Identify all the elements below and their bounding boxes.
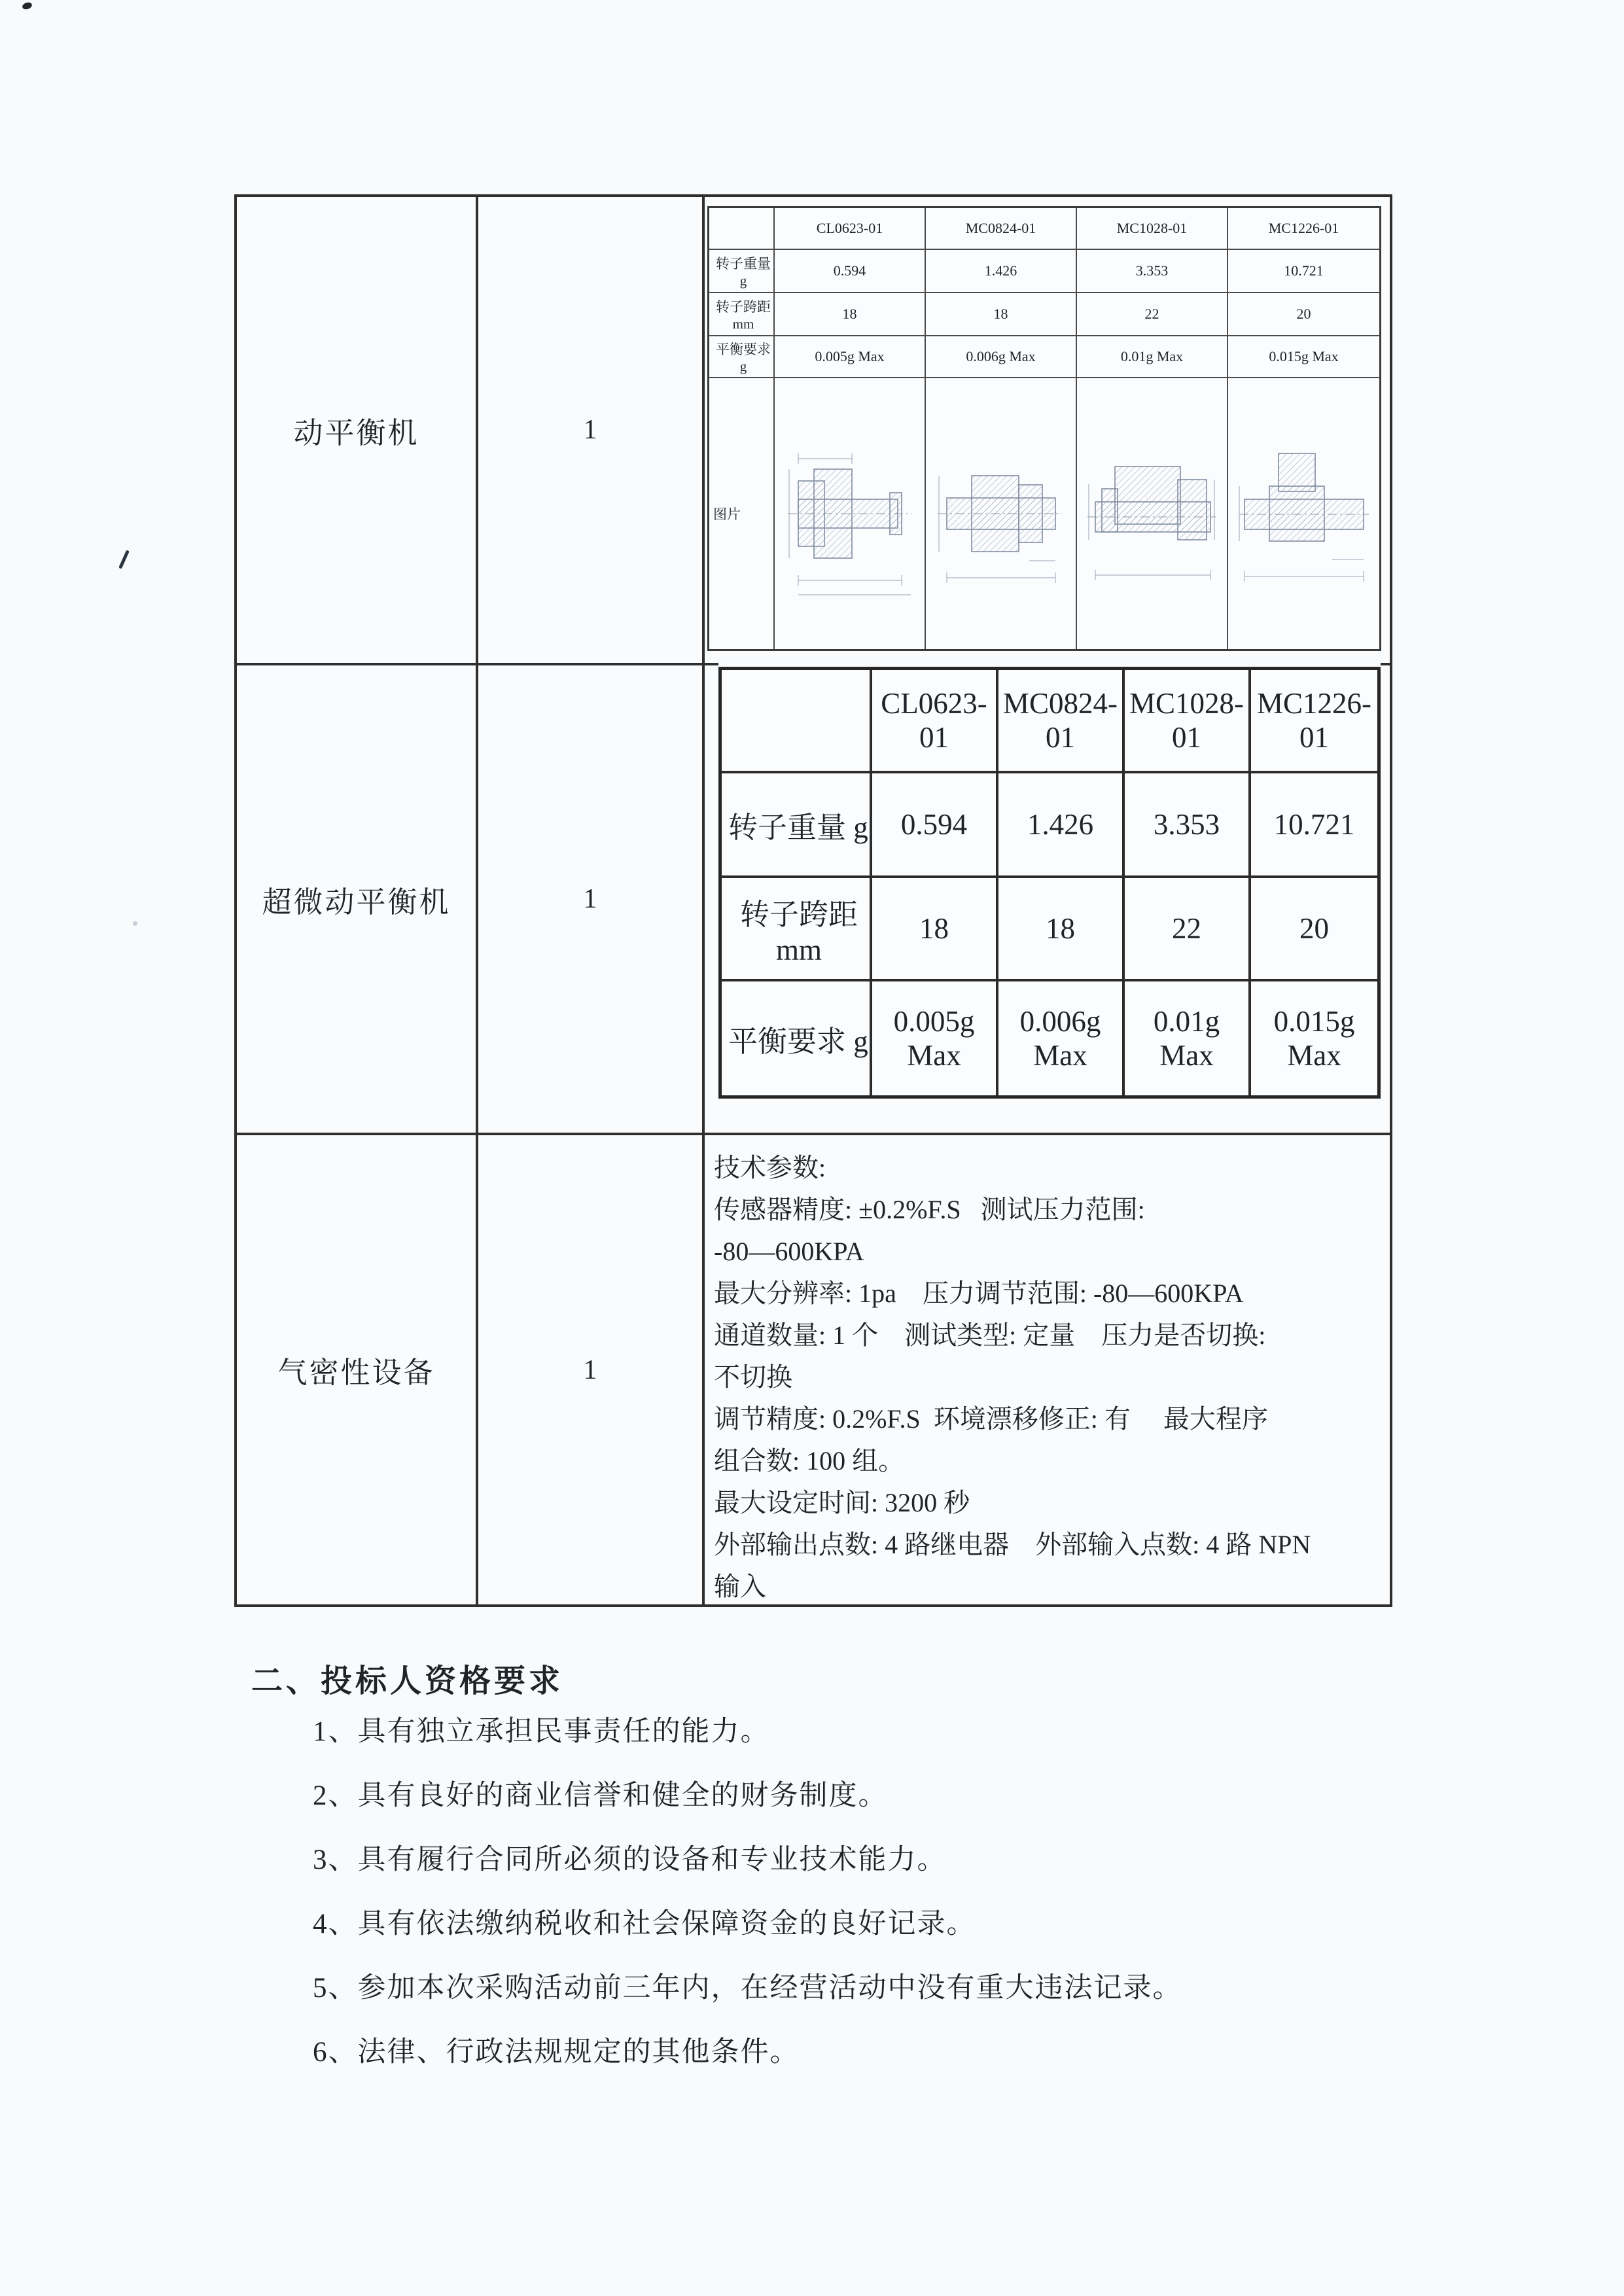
equipment-spec-cell <box>705 197 1390 663</box>
tech-line: 输入 <box>714 1572 766 1601</box>
equipment-name-cell: 气密性设备 <box>237 1135 478 1604</box>
spec-row-label: 转子重量 g <box>722 773 872 878</box>
equipment-name-cell: 动平衡机 <box>237 197 478 663</box>
spec-value: 3.353 <box>1077 250 1228 293</box>
image-row-label: 图片 <box>709 378 775 649</box>
spec-value: 1.426 <box>926 250 1077 293</box>
spec-value: 0.005g Max <box>775 336 926 378</box>
spec-value: 0.005g Max <box>872 981 998 1095</box>
spec-model-header: MC0824-01 <box>998 670 1125 773</box>
equipment-name-cell: 超微动平衡机 <box>237 665 478 1133</box>
spec-value: 10.721 <box>1251 773 1377 878</box>
tech-line: -80—600KPA <box>714 1237 864 1266</box>
spec-value: 0.015g Max <box>1273 1005 1355 1072</box>
qualification-item: 6、法律、行政法规规定的其他条件。 <box>313 2037 800 2068</box>
spec-value: 18 <box>998 878 1125 981</box>
rotor-drawing-cell <box>775 378 926 649</box>
qualification-item: 5、参加本次采购活动前三年内，在经营活动中没有重大违法记录。 <box>313 1973 1182 2004</box>
tech-line: 调节精度: 0.2%F.S 环境漂移修正: 有 最大程序 <box>714 1404 1268 1434</box>
spec-corner-cell <box>722 670 872 773</box>
spec-model-header: CL0623-01 <box>872 670 998 773</box>
spec-model-header: MC1226-01 <box>1251 670 1377 773</box>
spec-value: 22 <box>1125 878 1251 981</box>
rotor-drawing-cell <box>926 378 1077 649</box>
spec-row-label: 平衡要求g <box>709 336 775 378</box>
spec-model-header: MC1028-01 <box>1077 208 1228 250</box>
spec-value: 0.594 <box>775 250 926 293</box>
tech-line: 不切换 <box>714 1362 792 1392</box>
spec-model-header: MC1226-01 <box>1228 208 1379 250</box>
spec-model-header: CL0623-01 <box>775 208 926 250</box>
spec-value: 20 <box>1228 293 1379 336</box>
pen-check-mark <box>118 550 130 569</box>
qualification-list <box>313 1717 1182 2102</box>
tech-line: 最大设定时间: 3200 秒 <box>714 1488 970 1517</box>
spec-model-header: MC1028-01 <box>1125 670 1251 773</box>
rotor-drawing <box>780 415 920 612</box>
rotor-drawing-cell <box>1077 378 1228 649</box>
spec-value: 1.426 <box>998 773 1125 878</box>
spec-value: 0.006g Max <box>998 981 1125 1095</box>
spec-row-label: 转子跨距mm <box>709 293 775 336</box>
scan-speck-mark <box>22 1 33 10</box>
tech-params <box>714 1147 1385 1608</box>
equipment-row-dynamic-balancer <box>237 197 1390 665</box>
tech-line: 组合数: 100 组。 <box>714 1446 905 1475</box>
rotor-drawing <box>1234 415 1374 612</box>
equipment-qty-cell: 1 <box>478 197 705 663</box>
spec-row-label: 平衡要求 g <box>722 981 872 1095</box>
spec-value: 0.01g Max <box>1077 336 1228 378</box>
tech-line: 最大分辨率: 1pa 压力调节范围: -80—600KPA <box>714 1279 1244 1308</box>
spec-value: 20 <box>1251 878 1377 981</box>
spec-value: 18 <box>926 293 1077 336</box>
equipment-spec-cell <box>705 1135 1390 1604</box>
qualification-heading: 二、投标人资格要求 <box>251 1664 564 1699</box>
spec-value: 3.353 <box>1125 773 1251 878</box>
equipment-table <box>234 194 1392 1607</box>
spec-value: 10.721 <box>1228 250 1379 293</box>
qualification-item: 2、具有良好的商业信誉和健全的财务制度。 <box>313 1780 888 1811</box>
rotor-drawing <box>931 415 1071 612</box>
equipment-row-airtightness <box>237 1135 1390 1604</box>
spec-row-label: 转子跨距mm <box>722 878 872 981</box>
spec-value: 22 <box>1077 293 1228 336</box>
tech-line: 技术参数: <box>714 1153 826 1182</box>
qualification-item: 1、具有独立承担民事责任的能力。 <box>313 1716 770 1747</box>
spec-row-label: 转子重量g <box>709 250 775 293</box>
spec-value: 0.01g Max <box>1125 981 1251 1095</box>
tech-line: 通道数量: 1 个 测试类型: 定量 压力是否切换: <box>714 1320 1266 1350</box>
qualification-item: 4、具有依法缴纳税收和社会保障资金的良好记录。 <box>313 1909 976 1939</box>
tech-line: 外部输出点数: 4 路继电器 外部输入点数: 4 路 NPN <box>714 1530 1311 1559</box>
spec-value: 0.006g Max <box>926 336 1077 378</box>
spec-model-header: MC0824-01 <box>926 208 1077 250</box>
scan-dot-artifact <box>133 921 137 926</box>
equipment-qty-cell: 1 <box>478 665 705 1133</box>
spec-value: 0.594 <box>872 773 998 878</box>
spec-value: 18 <box>872 878 998 981</box>
equipment-qty-cell: 1 <box>478 1135 705 1604</box>
qualification-item: 3、具有履行合同所必须的设备和专业技术能力。 <box>313 1845 947 1875</box>
tech-line: 传感器精度: ±0.2%F.S 测试压力范围: <box>714 1195 1145 1224</box>
spec-value: 18 <box>775 293 926 336</box>
rotor-drawing-cell <box>1228 378 1379 649</box>
rotor-drawing <box>1082 415 1222 612</box>
large-spec-table <box>718 667 1381 1099</box>
spec-corner-cell <box>709 208 775 250</box>
spec-value: 0.015g Max <box>1228 336 1379 378</box>
large-spec-table-paste <box>718 655 1381 1103</box>
small-spec-table <box>707 206 1381 651</box>
equipment-row-micro-balancer <box>237 665 1390 1135</box>
equipment-spec-cell <box>705 665 1390 1133</box>
